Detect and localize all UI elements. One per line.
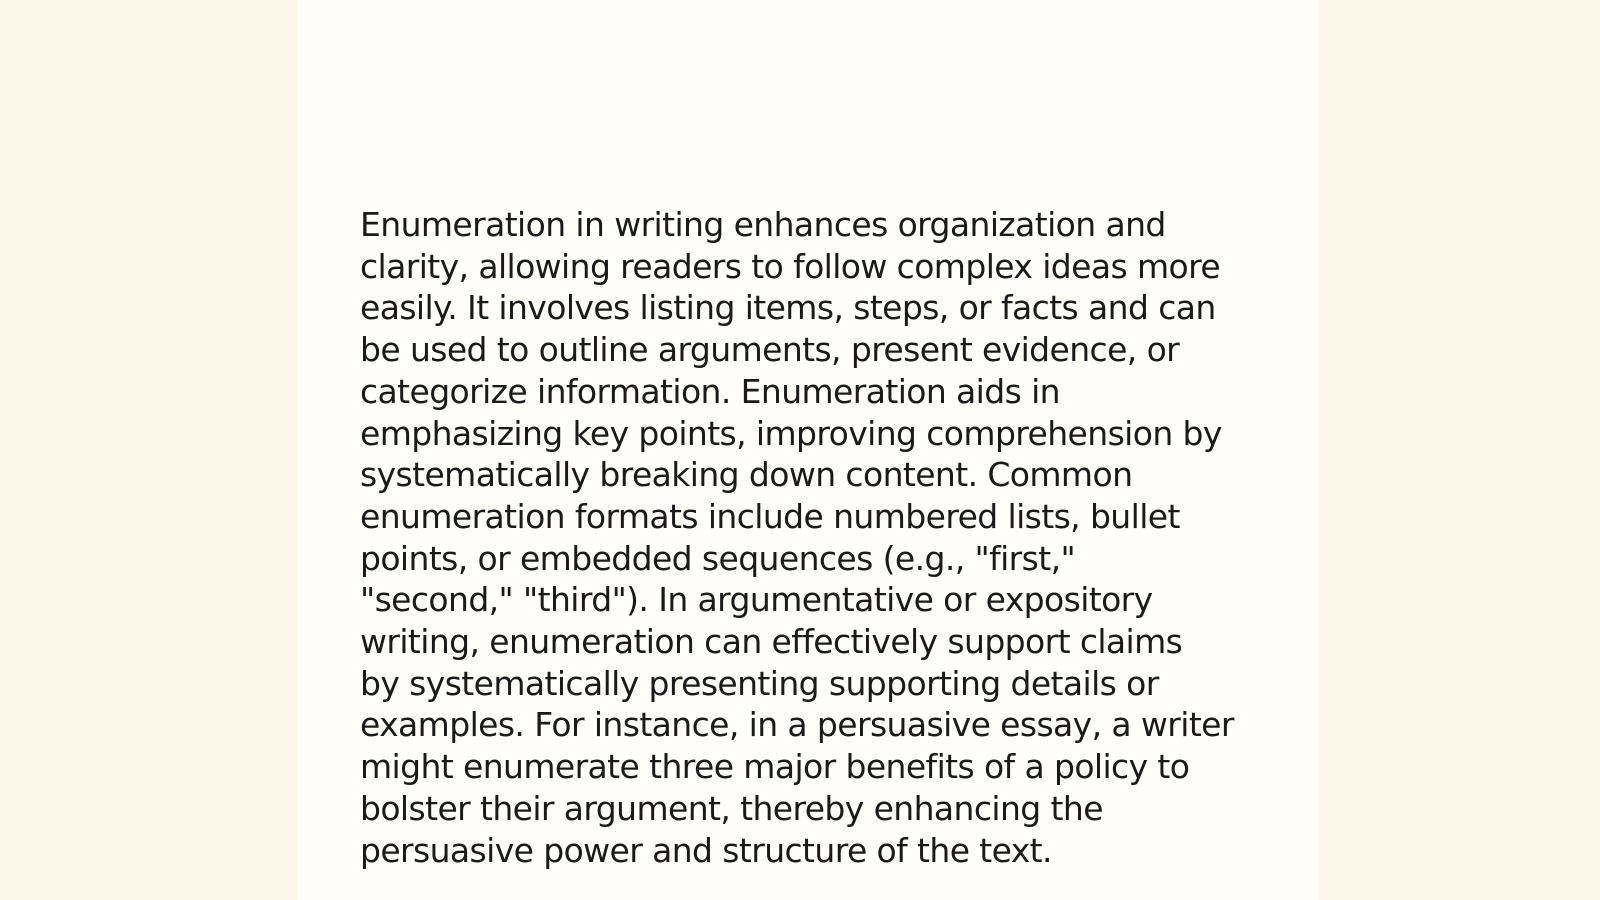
paragraph-line: by systematically presenting supporting details or [360, 663, 1159, 703]
paragraph-line: easily. It involves listing items, steps, or facts and can [360, 288, 1216, 328]
paragraph-line: bolster their argument, thereby enhancing the [360, 788, 1103, 828]
paragraph-line: enumeration formats include numbered lists, bullet [360, 496, 1180, 536]
paragraph-line: be used to outline arguments, present evidence, or [360, 330, 1180, 370]
document-page [297, 0, 1319, 900]
paragraph-line: "second," "third"). In argumentative or expository [360, 580, 1153, 620]
paragraph-line: examples. For instance, in a persuasive essay, a writer [360, 705, 1234, 745]
paragraph-line: persuasive power and structure of the text. [360, 830, 1052, 870]
paragraph-line: writing, enumeration can effectively support claims [360, 622, 1183, 662]
paragraph-line: points, or embedded sequences (e.g., "first," [360, 538, 1076, 578]
body-paragraph [360, 204, 1260, 871]
paragraph-line: might enumerate three major benefits of a policy to [360, 747, 1190, 787]
paragraph-line: Enumeration in writing enhances organization and [360, 205, 1166, 244]
paragraph-line: systematically breaking down content. Common [360, 455, 1133, 495]
paragraph-line: categorize information. Enumeration aids in [360, 371, 1060, 411]
paragraph-line: emphasizing key points, improving comprehension by [360, 413, 1222, 453]
paragraph-line: clarity, allowing readers to follow complex ideas more [360, 246, 1221, 286]
